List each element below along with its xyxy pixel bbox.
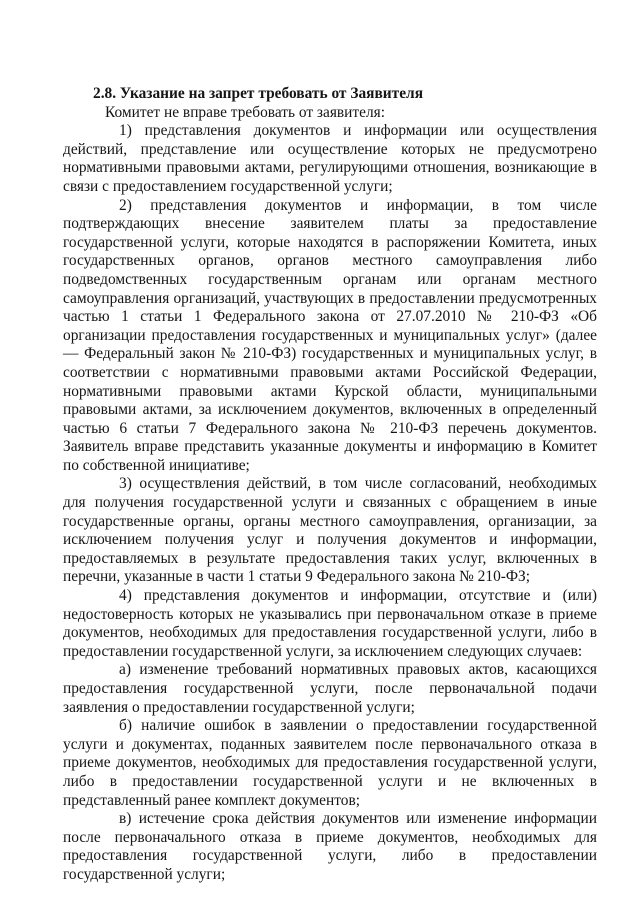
section-heading: 2.8. Указание на запрет требовать от Заявителя xyxy=(93,85,424,102)
paragraph-subitem-a: а) изменение требований нормативных правовых актов, касающихся предоставления государственной услуги, после первоначальной подачи заявления о предоставлении государственной услуги; xyxy=(63,661,597,716)
paragraph-item-1: 1) представления документов и информации или осуществления действий, представление или осуществление которых не предусмотрено нормативными правовыми актами, регулирующими отношения, возникающие в связи с предоставлением государственной услуги; xyxy=(63,122,597,195)
paragraph-item-4: 4) представления документов и информации, отсутствие и (или) недостоверность которых не указывались при первоначальном отказе в приеме документов, необходимых для предоставления государственной услуги, либо в предоставлении государственной услуги, за исключением следующих случаев: xyxy=(63,587,597,660)
document-body xyxy=(63,85,597,885)
intro-paragraph: Комитет не вправе требовать от заявителя: xyxy=(105,103,386,121)
paragraph-item-3: 3) осуществления действий, в том числе согласований, необходимых для получения государственной услуги и связанных с обращением в иные государственные органы, органы местного самоуправления, организации, за исключением получения услуг и получения документов и информации, предоставляемых в результате предоставления таких услуг, включенных в перечни, указанные в части 1 статьи 9 Федерального закона № 210-ФЗ; xyxy=(63,475,597,586)
paragraph-item-2: 2) представления документов и информации, в том числе подтверждающих внесение заявителем платы за предоставление государственной услуги, которые находятся в распоряжении Комитета, иных государственных органов, органов местного самоуправления либо подведомственных государственным органам или органам местного самоуправления организаций, участвующих в предоставлении предусмотренных частью 1 статьи 1 Федерального закона от 27.07.2010 № 210-ФЗ «Об организации предоставления государственных и муниципальных услуг» (далее — Федеральный закон № 210-ФЗ) государственных и муниципальных услуг, в соответствии с нормативными правовыми актами Российской Федерации, нормативными правовыми актами Курской области, муниципальными правовыми актами, за исключением документов, включенных в определенный частью 6 статьи 7 Федерального закона № 210-ФЗ перечень документов. Заявитель вправе представить указанные документы и информацию в Комитет по собственной инициативе; xyxy=(63,196,597,474)
paragraph-subitem-b: б) наличие ошибок в заявлении о предоставлении государственной услуги и документах, поданных заявителем после первоначального отказа в приеме документов, необходимых для предоставления государственной услуги, либо в предоставлении государственной услуги и не включенных в представленный ранее комплект документов; xyxy=(63,717,597,809)
paragraph-subitem-v: в) истечение срока действия документов или изменение информации после первоначального отказа в приеме документов, необходимых для предоставления государственной услуги, либо в предоставлении государственной услуги; xyxy=(63,810,597,883)
